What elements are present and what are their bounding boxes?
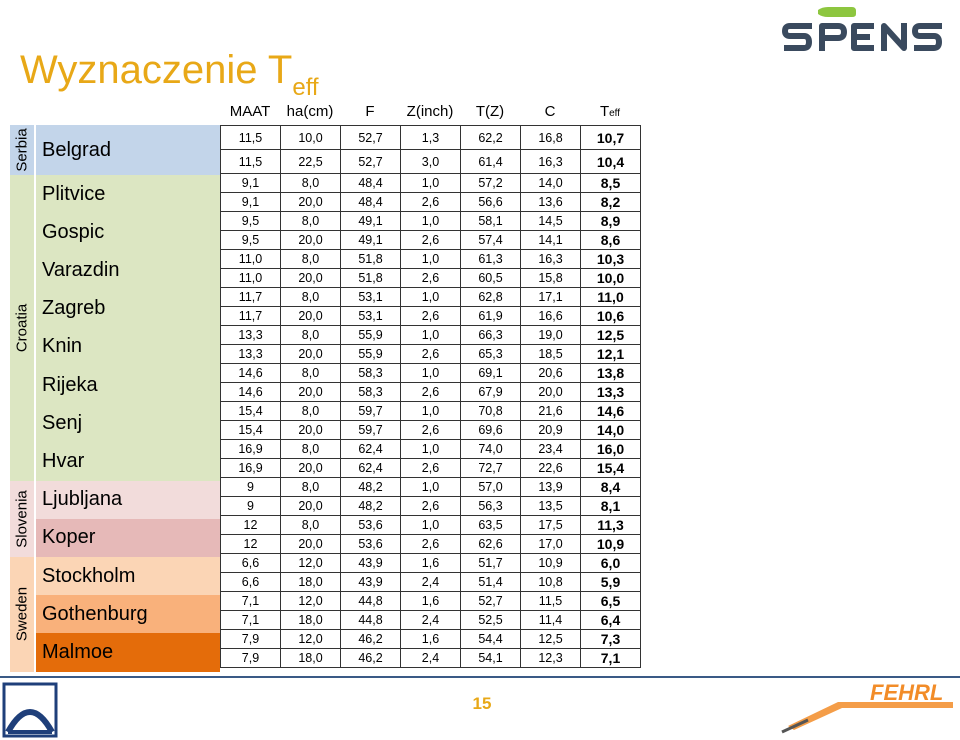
table-row [221, 174, 641, 193]
value-cell: 52,7 [461, 592, 521, 611]
value-cell: 6,6 [221, 554, 281, 573]
value-cell: 67,9 [461, 383, 521, 402]
value-cell: 1,0 [401, 402, 461, 421]
value-cell: 15,4 [221, 421, 281, 440]
value-cell: 20,0 [281, 231, 341, 250]
teff-cell: 15,4 [581, 459, 641, 478]
value-cell: 61,9 [461, 307, 521, 326]
city-label: Gospic [36, 213, 220, 251]
header-maat: MAAT [229, 103, 271, 120]
value-cell: 1,6 [401, 554, 461, 573]
teff-cell: 14,0 [581, 421, 641, 440]
value-cell: 8,0 [281, 174, 341, 193]
column-headers [220, 103, 640, 125]
value-cell: 12,0 [281, 554, 341, 573]
city-label: Koper [36, 519, 220, 557]
value-cell: 49,1 [341, 231, 401, 250]
value-cell: 9,1 [221, 193, 281, 212]
header-ha: ha(cm) [286, 103, 334, 120]
value-cell: 57,4 [461, 231, 521, 250]
header-teff: Teff [599, 103, 621, 120]
value-cell: 2,6 [401, 269, 461, 288]
value-cell: 16,6 [521, 307, 581, 326]
table-row [221, 402, 641, 421]
value-cell: 12,5 [521, 630, 581, 649]
value-cell: 15,4 [221, 402, 281, 421]
table-row [221, 611, 641, 630]
city-label: Belgrad [36, 125, 220, 175]
value-cell: 56,6 [461, 193, 521, 212]
value-cell: 16,3 [521, 250, 581, 269]
value-cell: 58,1 [461, 212, 521, 231]
value-cell: 2,4 [401, 573, 461, 592]
table-row [221, 269, 641, 288]
teff-cell: 8,6 [581, 231, 641, 250]
teff-cell: 13,3 [581, 383, 641, 402]
value-cell: 62,2 [461, 126, 521, 150]
value-cell: 20,0 [281, 345, 341, 364]
value-cell: 53,1 [341, 288, 401, 307]
value-cell: 18,0 [281, 573, 341, 592]
value-cell: 53,6 [341, 535, 401, 554]
value-cell: 7,1 [221, 592, 281, 611]
value-cell: 66,3 [461, 326, 521, 345]
city-label: Knin [36, 328, 220, 366]
value-cell: 1,6 [401, 592, 461, 611]
teff-cell: 12,1 [581, 345, 641, 364]
value-cell: 21,6 [521, 402, 581, 421]
value-cell: 12 [221, 516, 281, 535]
value-cell: 43,9 [341, 573, 401, 592]
teff-cell: 5,9 [581, 573, 641, 592]
country-name: Croatia [13, 303, 31, 352]
value-cell: 2,6 [401, 459, 461, 478]
title-subscript: eff [292, 74, 319, 101]
value-cell: 14,0 [521, 174, 581, 193]
data-table [220, 125, 641, 668]
value-cell: 12,0 [281, 592, 341, 611]
table-row [221, 364, 641, 383]
value-cell: 9,1 [221, 174, 281, 193]
teff-cell: 13,8 [581, 364, 641, 383]
value-cell: 8,0 [281, 516, 341, 535]
teff-cell: 14,6 [581, 402, 641, 421]
value-cell: 13,3 [221, 326, 281, 345]
fehrl-logo [778, 680, 958, 736]
value-cell: 49,1 [341, 212, 401, 231]
value-cell: 20,6 [521, 364, 581, 383]
value-cell: 51,4 [461, 573, 521, 592]
value-cell: 8,0 [281, 478, 341, 497]
teff-cell: 10,9 [581, 535, 641, 554]
value-cell: 16,9 [221, 459, 281, 478]
value-cell: 3,0 [401, 150, 461, 174]
value-cell: 48,2 [341, 497, 401, 516]
value-cell: 61,4 [461, 150, 521, 174]
value-cell: 17,5 [521, 516, 581, 535]
table-row [221, 193, 641, 212]
table-row [221, 383, 641, 402]
value-cell: 2,6 [401, 421, 461, 440]
value-cell: 2,6 [401, 193, 461, 212]
value-cell: 57,2 [461, 174, 521, 193]
table-row [221, 516, 641, 535]
value-cell: 19,0 [521, 326, 581, 345]
country-label [10, 125, 34, 175]
value-cell: 62,4 [341, 440, 401, 459]
table-row [221, 150, 641, 174]
value-cell: 17,1 [521, 288, 581, 307]
table-row [221, 126, 641, 150]
value-cell: 55,9 [341, 345, 401, 364]
value-cell: 2,4 [401, 611, 461, 630]
table-row [221, 307, 641, 326]
value-cell: 1,0 [401, 478, 461, 497]
country-name: Sweden [13, 587, 31, 642]
value-cell: 22,6 [521, 459, 581, 478]
value-cell: 65,3 [461, 345, 521, 364]
value-cell: 51,7 [461, 554, 521, 573]
value-cell: 62,4 [341, 459, 401, 478]
value-cell: 14,6 [221, 383, 281, 402]
page-number: 15 [472, 694, 492, 713]
value-cell: 2,6 [401, 497, 461, 516]
teff-cell: 10,6 [581, 307, 641, 326]
value-cell: 1,0 [401, 250, 461, 269]
value-cell: 9,5 [221, 231, 281, 250]
value-cell: 74,0 [461, 440, 521, 459]
teff-cell: 6,4 [581, 611, 641, 630]
value-cell: 1,0 [401, 174, 461, 193]
value-cell: 44,8 [341, 611, 401, 630]
value-cell: 8,0 [281, 440, 341, 459]
value-cell: 20,0 [281, 497, 341, 516]
table-row [221, 478, 641, 497]
country-name: Serbia [13, 128, 31, 172]
value-cell: 7,1 [221, 611, 281, 630]
city-label: Senj [36, 404, 220, 442]
value-cell: 1,0 [401, 212, 461, 231]
value-cell: 13,9 [521, 478, 581, 497]
value-cell: 1,6 [401, 630, 461, 649]
table-row [221, 421, 641, 440]
teff-cell: 11,3 [581, 516, 641, 535]
city-label: Plitvice [36, 175, 220, 213]
value-cell: 12,0 [281, 630, 341, 649]
city-label: Rijeka [36, 366, 220, 404]
value-cell: 8,0 [281, 326, 341, 345]
value-cell: 1,3 [401, 126, 461, 150]
table-row [221, 440, 641, 459]
value-cell: 53,1 [341, 307, 401, 326]
value-cell: 16,8 [521, 126, 581, 150]
country-name: Slovenia [13, 490, 31, 548]
table-row [221, 554, 641, 573]
table-row [221, 649, 641, 668]
value-cell: 18,5 [521, 345, 581, 364]
value-cell: 56,3 [461, 497, 521, 516]
value-cell: 48,4 [341, 174, 401, 193]
teff-cell: 7,3 [581, 630, 641, 649]
value-cell: 7,9 [221, 630, 281, 649]
table-row [221, 345, 641, 364]
value-cell: 9,5 [221, 212, 281, 231]
value-cell: 52,5 [461, 611, 521, 630]
value-cell: 11,5 [221, 150, 281, 174]
value-cell: 51,8 [341, 250, 401, 269]
value-cell: 1,0 [401, 440, 461, 459]
teff-cell: 10,0 [581, 269, 641, 288]
value-cell: 70,8 [461, 402, 521, 421]
value-cell: 46,2 [341, 649, 401, 668]
value-cell: 8,0 [281, 250, 341, 269]
value-cell: 2,6 [401, 345, 461, 364]
city-label: Malmoe [36, 633, 220, 671]
value-cell: 15,8 [521, 269, 581, 288]
value-cell: 20,0 [281, 269, 341, 288]
value-cell: 18,0 [281, 611, 341, 630]
table-row [221, 497, 641, 516]
value-cell: 2,6 [401, 535, 461, 554]
value-cell: 8,0 [281, 288, 341, 307]
value-cell: 8,0 [281, 364, 341, 383]
table-row [221, 630, 641, 649]
value-cell: 62,8 [461, 288, 521, 307]
spens-logo [782, 6, 948, 58]
teff-cell: 11,0 [581, 288, 641, 307]
city-label: Zagreb [36, 290, 220, 328]
value-cell: 11,7 [221, 307, 281, 326]
city-label: Ljubljana [36, 481, 220, 519]
header-c: C [544, 103, 556, 120]
value-cell: 20,9 [521, 421, 581, 440]
value-cell: 2,6 [401, 383, 461, 402]
value-cell: 20,0 [281, 459, 341, 478]
value-cell: 17,0 [521, 535, 581, 554]
value-cell: 2,6 [401, 307, 461, 326]
value-cell: 8,0 [281, 402, 341, 421]
teff-cell: 8,5 [581, 174, 641, 193]
value-cell: 59,7 [341, 421, 401, 440]
footer-divider [0, 676, 960, 678]
value-cell: 22,5 [281, 150, 341, 174]
city-label: Hvar [36, 442, 220, 480]
value-cell: 16,3 [521, 150, 581, 174]
value-cell: 46,2 [341, 630, 401, 649]
table-row [221, 592, 641, 611]
country-label [10, 557, 34, 672]
value-cell: 44,8 [341, 592, 401, 611]
value-cell: 11,5 [221, 126, 281, 150]
value-cell: 14,5 [521, 212, 581, 231]
city-label: Stockholm [36, 557, 220, 595]
value-cell: 48,2 [341, 478, 401, 497]
value-cell: 14,6 [221, 364, 281, 383]
value-cell: 11,5 [521, 592, 581, 611]
header-f: F [365, 103, 375, 120]
value-cell: 1,0 [401, 364, 461, 383]
teff-cell: 6,0 [581, 554, 641, 573]
value-cell: 20,0 [281, 535, 341, 554]
teff-cell: 10,3 [581, 250, 641, 269]
value-cell: 57,0 [461, 478, 521, 497]
city-label: Gothenburg [36, 595, 220, 633]
value-cell: 20,0 [281, 307, 341, 326]
value-cell: 13,6 [521, 193, 581, 212]
value-cell: 62,6 [461, 535, 521, 554]
teff-cell: 10,4 [581, 150, 641, 174]
table-row [221, 535, 641, 554]
header-tz: T(Z) [475, 103, 505, 120]
value-cell: 52,7 [341, 150, 401, 174]
value-cell: 18,0 [281, 649, 341, 668]
value-cell: 69,6 [461, 421, 521, 440]
value-cell: 9 [221, 497, 281, 516]
value-cell: 53,6 [341, 516, 401, 535]
value-cell: 9 [221, 478, 281, 497]
value-cell: 2,4 [401, 649, 461, 668]
value-cell: 23,4 [521, 440, 581, 459]
value-cell: 51,8 [341, 269, 401, 288]
teff-cell: 8,2 [581, 193, 641, 212]
value-cell: 43,9 [341, 554, 401, 573]
value-cell: 20,0 [281, 421, 341, 440]
value-cell: 10,9 [521, 554, 581, 573]
value-cell: 2,6 [401, 231, 461, 250]
value-cell: 13,3 [221, 345, 281, 364]
value-cell: 1,0 [401, 516, 461, 535]
header-z: Z(inch) [406, 103, 454, 120]
value-cell: 54,4 [461, 630, 521, 649]
teff-cell: 10,7 [581, 126, 641, 150]
teff-cell: 7,1 [581, 649, 641, 668]
value-cell: 12,3 [521, 649, 581, 668]
bridge-logo [2, 682, 58, 738]
value-cell: 11,4 [521, 611, 581, 630]
teff-cell: 8,9 [581, 212, 641, 231]
value-cell: 59,7 [341, 402, 401, 421]
page-title: Wyznaczenie $T_{eff}$ [20, 48, 319, 101]
city-label: Varazdin [36, 251, 220, 289]
table-row [221, 212, 641, 231]
value-cell: 58,3 [341, 383, 401, 402]
teff-cell: 8,1 [581, 497, 641, 516]
teff-cell: 12,5 [581, 326, 641, 345]
value-cell: 10,8 [521, 573, 581, 592]
country-label [10, 481, 34, 557]
teff-cell: 6,5 [581, 592, 641, 611]
value-cell: 11,0 [221, 269, 281, 288]
table-row [221, 288, 641, 307]
table-row [221, 326, 641, 345]
value-cell: 11,7 [221, 288, 281, 307]
country-label [10, 175, 34, 481]
value-cell: 11,0 [221, 250, 281, 269]
table-row [221, 459, 641, 478]
value-cell: 48,4 [341, 193, 401, 212]
svg-text:FEHRL: FEHRL [870, 680, 944, 705]
value-cell: 69,1 [461, 364, 521, 383]
table-row [221, 231, 641, 250]
value-cell: 72,7 [461, 459, 521, 478]
value-cell: 61,3 [461, 250, 521, 269]
value-cell: 54,1 [461, 649, 521, 668]
value-cell: 20,0 [281, 193, 341, 212]
value-cell: 12 [221, 535, 281, 554]
value-cell: 10,0 [281, 126, 341, 150]
value-cell: 7,9 [221, 649, 281, 668]
teff-cell: 8,4 [581, 478, 641, 497]
value-cell: 14,1 [521, 231, 581, 250]
value-cell: 20,0 [281, 383, 341, 402]
table-row [221, 573, 641, 592]
value-cell: 20,0 [521, 383, 581, 402]
value-cell: 60,5 [461, 269, 521, 288]
value-cell: 1,0 [401, 326, 461, 345]
value-cell: 58,3 [341, 364, 401, 383]
table-row [221, 250, 641, 269]
value-cell: 63,5 [461, 516, 521, 535]
value-cell: 1,0 [401, 288, 461, 307]
value-cell: 55,9 [341, 326, 401, 345]
value-cell: 8,0 [281, 212, 341, 231]
value-cell: 52,7 [341, 126, 401, 150]
value-cell: 6,6 [221, 573, 281, 592]
value-cell: 16,9 [221, 440, 281, 459]
value-cell: 13,5 [521, 497, 581, 516]
teff-cell: 16,0 [581, 440, 641, 459]
